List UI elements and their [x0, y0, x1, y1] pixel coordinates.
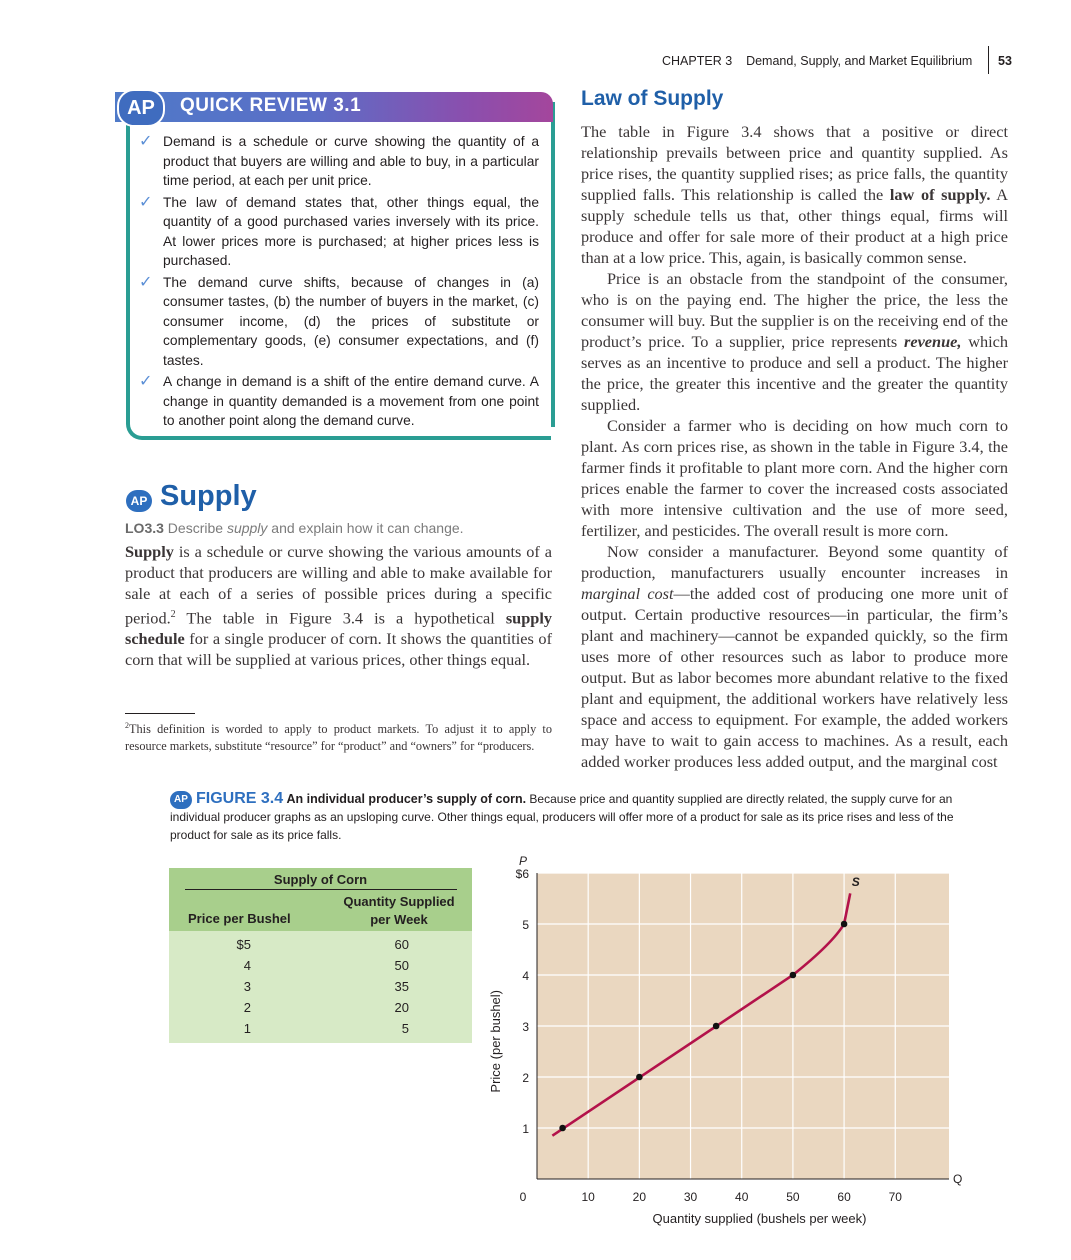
quick-review-list	[137, 132, 539, 433]
running-head-divider	[988, 46, 989, 74]
running-head-title: Demand, Supply, and Market Equilibrium	[746, 54, 973, 68]
x-axis-label: Quantity supplied (bushels per week)	[652, 1211, 867, 1226]
data-point	[559, 1125, 566, 1132]
table-cell-price: 1	[243, 1021, 251, 1036]
ap-badge: AP	[126, 490, 152, 512]
x-axis-letter: Q	[953, 1172, 963, 1186]
quick-review-title: QUICK REVIEW 3.1	[180, 95, 362, 116]
checkmark-icon: ✓	[139, 273, 153, 291]
supply-chart	[480, 850, 980, 1230]
data-point	[790, 972, 797, 979]
data-point	[636, 1074, 643, 1081]
y-tick-label: 5	[522, 918, 529, 932]
y-tick-label: 3	[522, 1020, 529, 1034]
table-title: Supply of Corn	[273, 872, 368, 887]
x-tick-label: 0	[519, 1190, 527, 1204]
x-tick-label: 10	[581, 1190, 595, 1204]
paragraph: Price is an obstacle from the standpoint of the consumer, who is on the paying end. The higher the price, the less the consumer will buy. But the supplier is on the receiving end of the product’s price. To a supplier, price represents revenue, which serves as an incentive to produce and sell a product. The higher the price, the greater this incentive and the greater the quantity supplied.	[581, 269, 1009, 414]
paragraph: Now consider a manufacturer. Beyond some quantity of production, manufacturers usually encounter increases in marginal cost—the added cost of producing one more unit of output. Certain productive resources—in particular, the firm’s plant and machinery—cannot be expanded quickly, so the firm uses more of other resources such as labor to produce more output. But as labor becomes more abundant relative to the fixed plant and equipment, the additional workers have relatively less space and access to equipment. For example, the added workers may have to wait to gain access to machines. As a result, each added worker produces less added output, and the marginal cost	[581, 542, 1008, 771]
x-tick-label: 40	[735, 1190, 749, 1204]
y-axis-letter: P	[519, 854, 528, 868]
section-heading-law-of-supply: Law of Supply	[581, 87, 724, 110]
quick-review-item: ✓ The law of demand states that, other things equal, the quantity of a good purchased varies inversely with its price. At lower prices more is purchased; at higher prices less is purchased.	[139, 193, 539, 268]
x-tick-label: 70	[888, 1190, 902, 1204]
quick-review-item: ✓ A change in demand is a shift of the entire demand curve. A change in quantity demanded is a movement from one point to another point along the demand curve.	[139, 373, 539, 428]
table-cell-price: 4	[243, 958, 251, 973]
checkmark-icon: ✓	[139, 133, 153, 150]
table-header	[169, 868, 472, 931]
checkmark-icon: ✓	[139, 373, 153, 390]
data-point	[713, 1023, 720, 1030]
data-point	[841, 921, 848, 928]
running-head	[662, 54, 972, 68]
quick-review-item: ✓ The demand curve shifts, because of changes in (a) consumer tastes, (b) the number of buyers in the market, (c) consumer income, (d) the prices of substitute or complementary goods, (e) consumer expectations, and (f) tastes.	[139, 273, 539, 368]
quick-review-item: ✓ Demand is a schedule or curve showing the quantity of a product that buyers are willing and able to buy, in a particular time period, at each per unit price.	[139, 133, 539, 188]
y-axis-label: Price (per bushel)	[488, 989, 503, 1093]
learning-objective: LO3.3 Describe supply and explain how it can change.	[125, 520, 464, 536]
supply-paragraph: Supply is a schedule or curve showing the various amounts of a product that producers are willing and able to make available for sale at each of a series of possible prices during a specific period.$^2$ The table in Figure 3.4 is a hypothetical supply schedule for a single producer of corn. It shows the quantities of corn that will be supplied at various prices, other things equal.	[125, 542, 552, 670]
paragraph: The table in Figure 3.4 shows that a positive or direct relationship prevails between price and quantity supplied. As price rises, the quantity supplied rises; as price falls, the quantity supplied falls. This relationship is called the law of supply. A supply schedule tells us that, other things equal, firms will produce and offer for sale more of their product at a high price than at a low price. This, again, is basically common sense.	[581, 122, 1008, 267]
table-cell-quantity: 5	[401, 1021, 409, 1036]
table-cell-quantity: 35	[394, 979, 409, 994]
table-cell-quantity: 60	[394, 937, 409, 952]
running-head-chapter: CHAPTER 3	[662, 54, 733, 68]
x-tick-label: 50	[786, 1190, 800, 1204]
y-tick-label: 2	[522, 1071, 529, 1085]
paragraph: Consider a farmer who is deciding on how much corn to plant. As corn prices rise, as shown in the table in Figure 3.4, the farmer finds it profitable to plant more corn. And the higher corn prices enable the farmer to cover the increased costs associated with more intensive cultivation and the use of more seed, fertilizer, and pesticides. The overall result is more corn.	[581, 416, 1008, 540]
table-cell-price: 3	[243, 979, 251, 994]
table-cell-quantity: 20	[394, 1000, 409, 1015]
page-number: 53	[998, 54, 1012, 68]
table-rule	[185, 889, 457, 890]
y-tick-label: $6	[515, 867, 529, 881]
series-label: S	[851, 874, 860, 889]
column-header-price: Price per Bushel	[188, 911, 291, 926]
ap-badge: AP	[117, 89, 165, 127]
table-cell-price: $5	[236, 937, 251, 952]
y-tick-label: 1	[522, 1122, 529, 1136]
column-header-quantity: Quantity Supplied per Week	[343, 894, 455, 927]
ap-badge: AP	[170, 791, 192, 809]
figure-label: FIGURE 3.4	[196, 790, 284, 807]
table-cell-price: 2	[243, 1000, 251, 1015]
checkmark-icon: ✓	[139, 193, 153, 211]
x-tick-label: 30	[683, 1190, 698, 1204]
figure-caption: FIGURE 3.4 An individual producer’s supply of corn. Because price and quantity supplied are directly related, the supply curve for an individual producer graphs as an upsloping curve. Other things equal, producers will offer more of a product for sale as its price rises and less of the product for sale as its price falls.	[170, 790, 954, 842]
y-tick-label: 4	[522, 969, 529, 983]
footnote-marker: 2	[170, 609, 176, 620]
footnote: $^2$This definition is worded to apply to product markets. To adjust it to apply to resource markets, substitute “resource” for “product” and “owners” for “producers.	[125, 721, 552, 754]
table-cell-quantity: 50	[394, 958, 409, 973]
section-heading-supply: Supply	[160, 480, 257, 512]
law-of-supply-text	[581, 121, 1008, 772]
figure-title: An individual producer’s supply of corn.	[286, 792, 527, 806]
supply-table	[169, 868, 472, 1043]
x-tick-label: 60	[837, 1190, 851, 1204]
x-tick-label: 20	[632, 1190, 647, 1204]
table-body	[169, 931, 472, 1043]
footnote-rule	[125, 713, 195, 714]
